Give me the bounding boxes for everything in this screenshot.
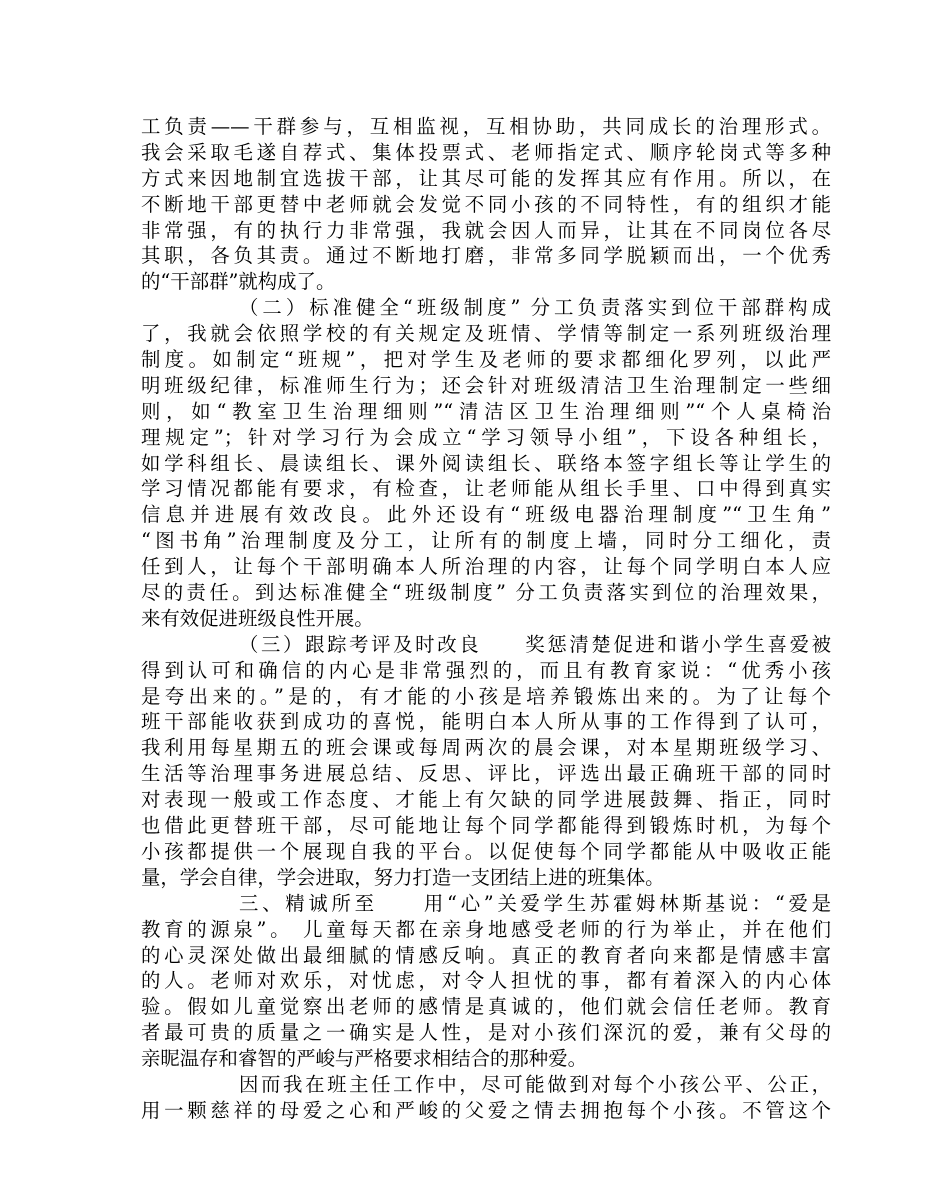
text-line: 亲昵温存和睿智的严峻与严格要求相结合的那种爱。 xyxy=(141,1047,587,1071)
text-line: 任到人，让每个干部明确本人所治理的内容，让每个同学明白本人应 xyxy=(141,555,831,579)
text-line: 如学科组长、晨读组长、课外阅读组长、联络本签字组长等让学生的 xyxy=(141,451,831,475)
text-line: 的心灵深处做出最细腻的情感反响。真正的教育者向来都是情感丰富 xyxy=(141,943,831,967)
text-line: 验。假如儿童觉察出老师的感情是真诚的，他们就会信任老师。教育 xyxy=(141,995,831,1019)
text-line: 工负责——干群参与，互相监视，互相协助，共同成长的治理形式。 xyxy=(141,115,831,138)
text-line: 了，我就会依照学校的有关规定及班情、学情等制定一系列班级治理 xyxy=(141,322,831,346)
text-line: 我利用每星期五的班会课或每周两次的晨会课，对本星期班级学习、 xyxy=(141,736,831,760)
text-line: 生活等治理事务进展总结、反思、评比，评选出最正确班干部的同时 xyxy=(141,762,831,786)
text-line: 用一颗慈祥的母爱之心和严峻的父爱之情去拥抱每个小孩。不管这个 xyxy=(141,1098,831,1122)
text-line: 者最可贵的质量之一确实是人性，是对小孩们深沉的爱，兼有父母的 xyxy=(141,1021,831,1045)
text-line: 的人。老师对欢乐，对忧虑，对令人担忧的事，都有着深入的内心体 xyxy=(141,969,831,993)
text-line: 非常强，有的执行力非常强，我就会因人而异，让其在不同岗位各尽 xyxy=(141,218,831,242)
paragraph xyxy=(141,114,831,295)
text-line: 明班级纪律，标准师生行为；还会针对班级清洁卫生治理制定一些细 xyxy=(141,373,831,397)
text-line: 学习情况都能有要求，有检查，让老师能从组长手里、口中得到真实 xyxy=(141,477,831,501)
text-line: 则，如“教室卫生治理细则”“清洁区卫生治理细则”“个人桌椅治 xyxy=(141,399,831,423)
text-line: 是夸出来的。”是的，有才能的小孩是培养锻炼出来的。为了让每个 xyxy=(141,684,831,708)
text-line: 也借此更替班干部，尽可能地让每个同学都能得到锻炼时机，为每个 xyxy=(141,814,831,838)
text-line: 的“干部群”就构成了。 xyxy=(141,270,336,294)
body-text xyxy=(141,114,831,1124)
text-line: 来有效促进班级良性开展。 xyxy=(141,606,374,630)
text-line: 班干部能收获到成功的喜悦，能明白本人所从事的工作得到了认可， xyxy=(141,710,831,734)
text-line: 小孩都提供一个展现自我的平台。以促使每个同学都能从中吸收正能 xyxy=(141,839,831,863)
text-line: 三、精诚所至 用“心”关爱学生苏霍姆林斯基说：“爱是 xyxy=(239,891,831,915)
text-line: 信息并进展有效改良。此外还设有“班级电器治理制度”“卫生角” xyxy=(141,503,831,527)
text-line: 尽的责任。到达标准健全“班级制度” 分工负责落实到位的治理效果， xyxy=(141,581,831,605)
text-line: 因而我在班主任工作中，尽可能做到对每个小孩公平、公正， xyxy=(239,1072,831,1096)
text-line: 对表现一般或工作态度、才能上有欠缺的同学进展鼓舞、指正，同时 xyxy=(141,788,831,812)
paragraph xyxy=(141,1072,831,1124)
text-line: 量，学会自律，学会进取，努力打造一支团结上进的班集体。 xyxy=(141,865,665,889)
text-line: （三）跟踪考评及时改良 奖惩清楚促进和谐小学生喜爱被 xyxy=(239,632,831,656)
text-line: 其职，各负其责。通过不断地打磨，非常多同学脱颖而出，一个优秀 xyxy=(141,244,831,268)
text-line: 得到认可和确信的内心是非常强烈的，而且有教育家说：“优秀小孩 xyxy=(141,658,831,682)
text-line: （二）标准健全“班级制度” 分工负责落实到位干部群构成 xyxy=(239,296,831,320)
text-line: 方式来因地制宜选拔干部，让其尽可能的发挥其应有作用。所以，在 xyxy=(141,166,831,190)
paragraph xyxy=(141,295,831,632)
text-line: 我会采取毛遂自荐式、集体投票式、老师指定式、顺序轮岗式等多种 xyxy=(141,140,831,164)
text-line: 教育的源泉”。 儿童每天都在亲身地感受老师的行为举止，并在他们 xyxy=(141,917,831,941)
text-line: “图书角”治理制度及分工，让所有的制度上墙，同时分工细化，责 xyxy=(141,529,831,553)
text-line: 制度。如制定“班规”，把对学生及老师的要求都细化罗列，以此严 xyxy=(141,348,831,372)
text-line: 理规定”；针对学习行为会成立“学习领导小组”，下设各种组长， xyxy=(141,425,831,449)
paragraph xyxy=(141,891,831,1072)
text-line: 不断地干部更替中老师就会发觉不同小孩的不同特性，有的组织才能 xyxy=(141,192,831,216)
paragraph xyxy=(141,632,831,891)
